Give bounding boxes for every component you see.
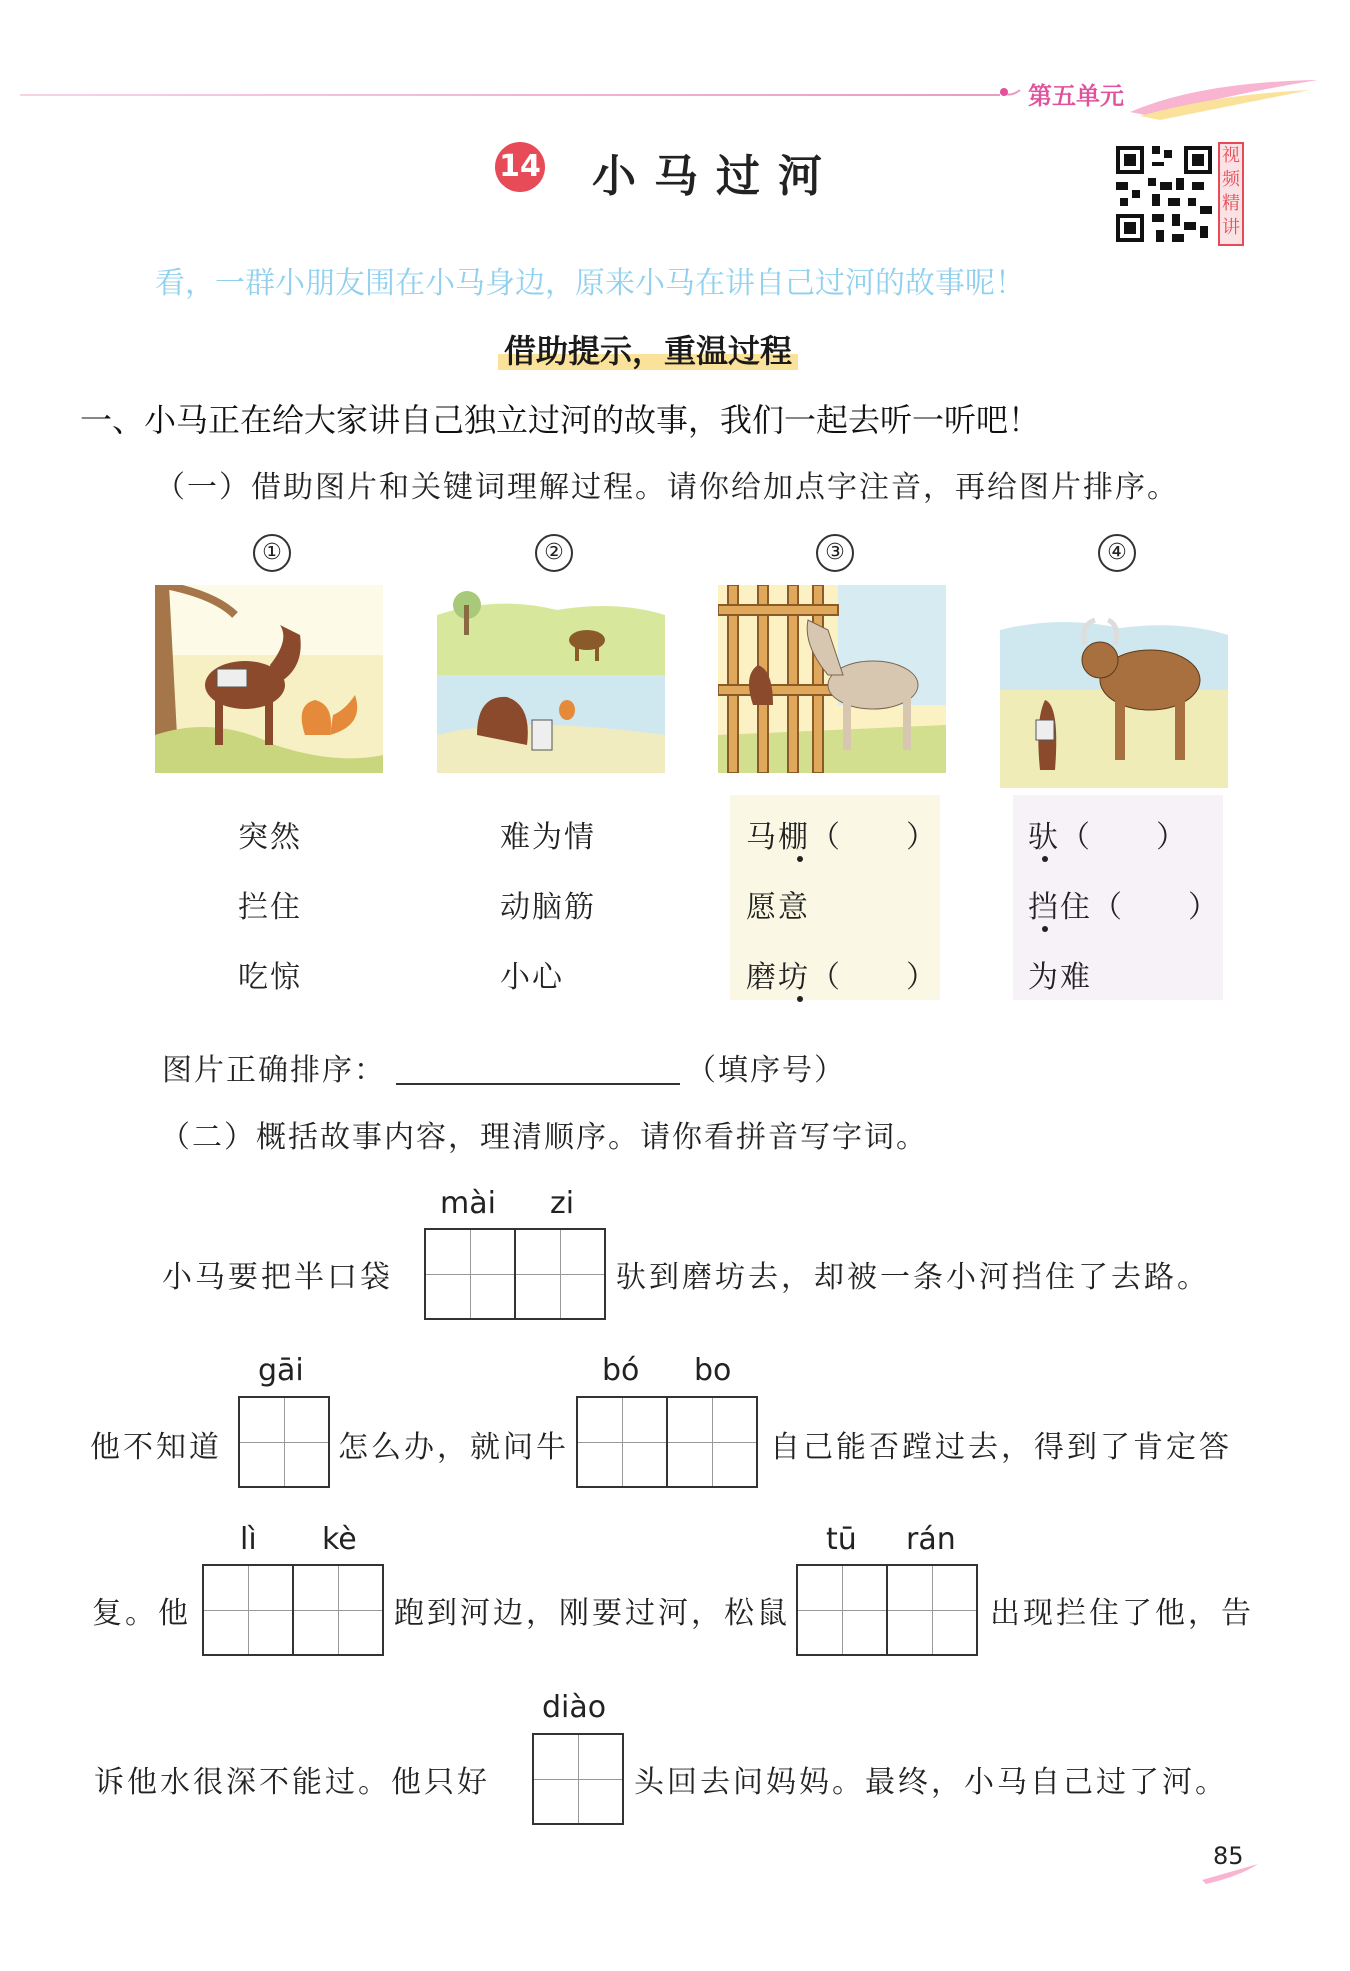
- emphasis-dot: [1042, 856, 1048, 862]
- pinyin-li: lì: [240, 1522, 257, 1557]
- emphasis-dot: [1042, 926, 1048, 932]
- line-2-middle: 怎么办，就问牛: [338, 1430, 569, 1465]
- pinyin-mai: mài: [440, 1186, 496, 1221]
- picture-number-3: ③: [816, 534, 854, 572]
- word-mapeng[interactable]: 马棚（ ）: [746, 820, 938, 855]
- order-hint: （填序号）: [686, 1053, 846, 1088]
- line-3-middle: 跑到河边，刚要过河，松鼠: [394, 1596, 790, 1631]
- order-answer-blank[interactable]: [396, 1083, 680, 1085]
- order-label: 图片正确排序：: [162, 1053, 386, 1088]
- writing-box[interactable]: [514, 1228, 606, 1320]
- writing-box[interactable]: [292, 1564, 384, 1656]
- unit-label: 第五单元: [1028, 82, 1124, 110]
- word-lanzhu: 拦住: [238, 890, 302, 925]
- header-divider: [20, 94, 1000, 96]
- line-1-after: 驮到磨坊去，却被一条小河挡住了去路。: [616, 1260, 1210, 1295]
- writing-box[interactable]: [424, 1228, 516, 1320]
- line-4-after: 头回去问妈妈。最终，小马自己过了河。: [634, 1765, 1228, 1800]
- writing-box[interactable]: [202, 1564, 294, 1656]
- picture-horse-ox: [1000, 600, 1228, 788]
- word-chijing: 吃惊: [238, 960, 302, 995]
- word-nanweiqing: 难为情: [500, 820, 596, 855]
- line-3-before: 复。他: [92, 1596, 191, 1631]
- word-weinan: 为难: [1028, 960, 1092, 995]
- line-4-before: 诉他水很深不能过。他只好: [94, 1765, 490, 1800]
- writing-box[interactable]: [532, 1733, 624, 1825]
- emphasis-dot: [797, 856, 803, 862]
- line-2-after: 自己能否蹚过去，得到了肯定答: [770, 1430, 1232, 1465]
- pinyin-ran: rán: [906, 1522, 956, 1557]
- pinyin-diao: diào: [542, 1690, 607, 1725]
- pinyin-bo2: bo: [694, 1353, 732, 1388]
- pinyin-ke: kè: [322, 1522, 357, 1557]
- line-3-after: 出现拦住了他，告: [990, 1596, 1254, 1631]
- picture-horses-stable: [718, 585, 946, 773]
- part-2-instruction: （二）概括故事内容，理清顺序。请你看拼音写字词。: [160, 1120, 928, 1155]
- word-tuo[interactable]: 驮（ ）: [1028, 820, 1188, 855]
- section-heading-text: 借助提示，重温过程: [504, 332, 793, 370]
- word-mofang[interactable]: 磨坊（ ）: [746, 960, 938, 995]
- picture-number-4: ④: [1098, 534, 1136, 572]
- word-yuanyi: 愿意: [746, 890, 810, 925]
- page-number-swoosh: [1200, 1862, 1260, 1884]
- word-dongnaojin: 动脑筋: [500, 890, 596, 925]
- picture-number-2: ②: [535, 534, 573, 572]
- line-1-before: 小马要把半口袋: [162, 1260, 393, 1295]
- word-dangzhu[interactable]: 挡住（ ）: [1028, 890, 1220, 925]
- lesson-title: 小马过河: [592, 151, 840, 202]
- picture-horse-river: [437, 585, 665, 773]
- lesson-number-badge: 14: [495, 142, 545, 192]
- video-lesson-label: 视频精讲: [1218, 142, 1244, 246]
- word-turan: 突然: [238, 820, 302, 855]
- intro-text: 看，一群小朋友围在小马身边，原来小马在讲自己过河的故事呢！: [155, 266, 1025, 301]
- section-heading: [504, 326, 792, 372]
- word-xiaoxin: 小心: [500, 960, 564, 995]
- writing-box[interactable]: [796, 1564, 888, 1656]
- writing-box[interactable]: [886, 1564, 978, 1656]
- page-number: 85: [1213, 1842, 1244, 1870]
- writing-box[interactable]: [576, 1396, 668, 1488]
- picture-horse-squirrel: [155, 585, 383, 773]
- pinyin-tu: tū: [826, 1522, 857, 1557]
- writing-box[interactable]: [238, 1396, 330, 1488]
- picture-number-1: ①: [253, 534, 291, 572]
- pinyin-gai: gāi: [258, 1353, 304, 1388]
- part-1-instruction: （一）借助图片和关键词理解过程。请你给加点字注音，再给图片排序。: [155, 470, 1179, 505]
- pinyin-zi: zi: [550, 1186, 575, 1221]
- qr-code-icon[interactable]: [1112, 142, 1216, 246]
- question-1-title: 一、小马正在给大家讲自己独立过河的故事，我们一起去听一听吧！: [80, 401, 1041, 439]
- emphasis-dot: [797, 996, 803, 1002]
- pinyin-bo: bó: [602, 1353, 640, 1388]
- writing-box[interactable]: [666, 1396, 758, 1488]
- line-2-before: 他不知道: [90, 1430, 222, 1465]
